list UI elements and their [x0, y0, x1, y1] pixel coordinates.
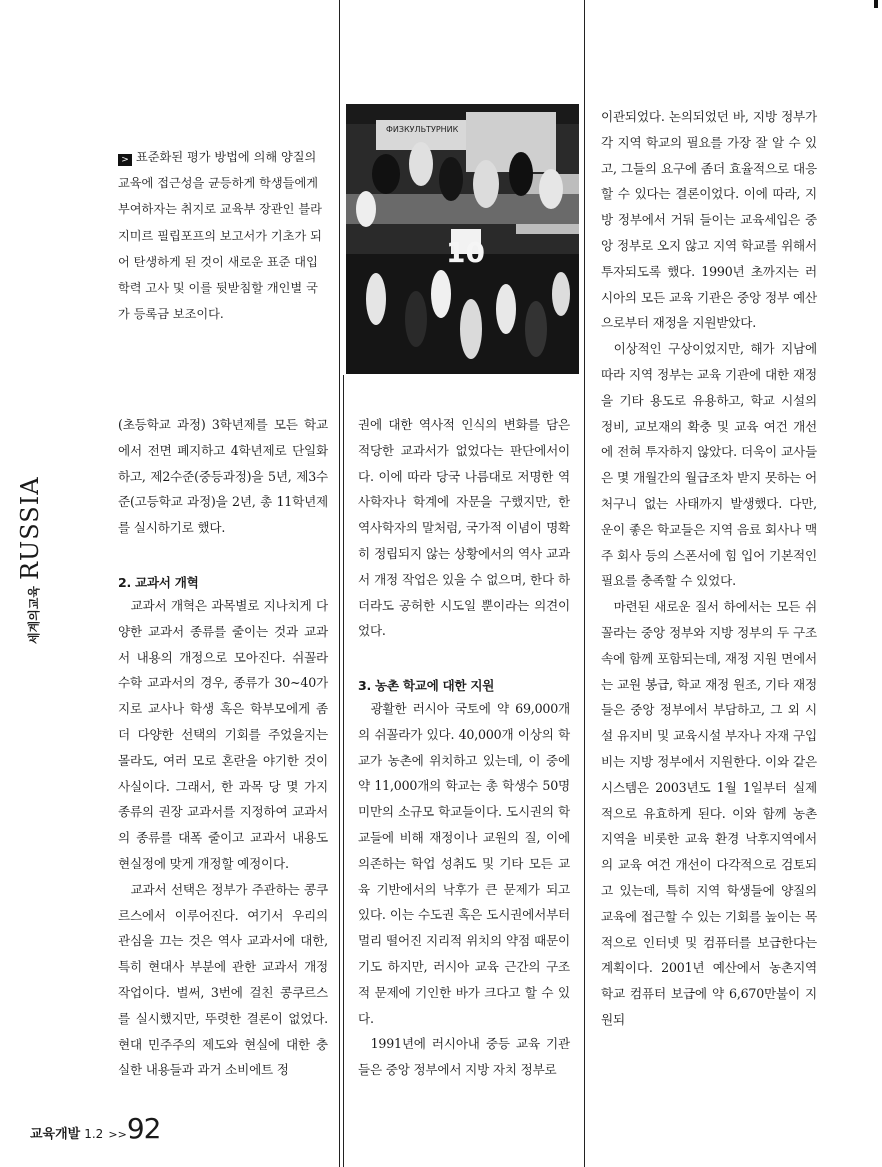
paragraph: 이관되었다. 논의되었던 바, 지방 정부가 각 지역 학교의 필요를 가장 잘 알 수 있고, 그들의 요구에 좀더 효율적으로 대응할 수 있다는 결론이었다. 이에 따라, 지방 정부에서 거둬 들이는 교육세입은 중앙 정부로 오지 않고 지역 학교를 위해서 투자되도록 했다. 1990년 초까지는 러시아의 모든 교육 기관은 중앙 정부 예산으로부터 재정을 지원받았다. — [601, 109, 817, 331]
page-footer — [30, 1112, 161, 1145]
column-2-top — [358, 412, 570, 644]
paragraph: 교과서 개혁은 과목별로 지나치게 다양한 교과서 종류를 줄이는 것과 교과서 내용의 개정으로 모아진다. 쉬꼴라 수학 교과서의 경우, 종류가 30~40가지로 교사나 학생 혹은 학부모에게 좀 더 다양한 선택의 기회를 주었을지는 몰라도, 여러 모로 혼란을 야기한 것이 사실이다. 그래서, 한 과목 당 몇 가지 종류의 권장 교과서를 지정하여 교과서의 종류를 대폭 줄이고 교과서 내용도 현실정에 맞게 개정할 예정이다. — [118, 598, 328, 871]
paragraph: 마련된 새로운 질서 하에서는 모든 쉬꼴라는 중앙 정부와 지방 정부의 두 구조 속에 함께 포함되는데, 재정 지원 면에서는 교원 봉급, 학교 재정 원조, 기타 재정들은 중앙 정부에서 부담하고, 그 외 시설 유지비 및 교육시설 부자나 자재 구입비는 지방 정부에서 지원한다. 이와 같은 시스템은 2003년도 1월 1일부터 실제적으로 유효하게 된다. 이와 함께 농촌 지역을 비롯한 교육 환경 낙후지역에서의 교육 여건 개선이 다각적으로 검토되고 있는데, 특히 지역 학생들에 양질의 교육에 접근할 수 있는 기회를 높이는 목적으로 인터넷 및 컴퓨터를 보급한다는 계획이다. 2001년 예산에서 농촌지역 학교 컴퓨터 보급에 약 6,670만불이 지원되 — [601, 599, 817, 1027]
paragraph: (초등학교 과정) 3학년제를 모든 학교에서 전면 폐지하고 4학년제로 단일화하고, 제2수준(중등과정)을 5년, 제3수준(고등학교 과정)을 2년, 총 11학년제를 실시하기로 했다. — [118, 417, 328, 536]
photo-sign-text: ФИЗКУЛЬТУРНИК — [386, 125, 459, 134]
pull-quote-text: 표준화된 평가 방법에 의해 양질의 교육에 접근성을 균등하게 학생들에게 부여하자는 취지로 교육부 장관인 블라지미르 필립포프의 보고서가 기초가 되어 탄생하게 된 것이 새로운 표준 대입학력 고사 및 이를 뒷받침할 개인별 국가 등록금 보조이다. — [118, 150, 322, 322]
arrow-mark: >> — [108, 1128, 127, 1141]
column-1-bottom — [118, 593, 328, 1083]
corner-mark — [874, 0, 878, 8]
column-1-top — [118, 412, 328, 541]
column-2-bottom — [358, 696, 570, 1083]
paragraph: 교과서 선택은 정부가 주관하는 콩쿠르스에서 이루어진다. 여기서 우리의 관심을 끄는 것은 역사 교과서에 대한, 특히 현대사 부분에 관한 교과서 개정 작업이다. 벌써, 3번에 걸친 콩쿠르스를 실시했지만, 뚜렷한 결론이 없었다. 현대 민주주의 제도와 현실에 대한 충실한 내용들과 과거 소비에트 정 — [118, 881, 328, 1078]
photo-dancers — [346, 104, 579, 374]
pull-quote-marker: > — [118, 154, 132, 166]
paragraph: 1991년에 러시아내 중등 교육 기관들은 중앙 정부에서 지방 자치 정부로 — [358, 1036, 570, 1078]
column-rule-right — [584, 0, 585, 1167]
paragraph: 광활한 러시아 국토에 약 69,000개의 쉬꼴라가 있다. 40,000개 이상의 학교가 농촌에 위치하고 있는데, 이 중에 약 11,000개의 학교는 총 학생수 50명 미만의 소규모 학교들이다. 도시권의 학교들에 비해 재정이나 교원의 질, 이에 의존하는 학업 성취도 및 기타 모든 교육 기반에서의 낙후가 큰 문제가 되고 있다. 이는 수도권 혹은 도시권에서부터 멀리 떨어진 지리적 위치의 약점 때문이기도 하지만, 러시아 교육 근간의 구조적 문제에 기인한 바가 크다고 할 수 있다. — [358, 701, 570, 1026]
magazine-name: 교육개발 — [30, 1127, 81, 1142]
column-rule-middle — [343, 375, 344, 1167]
column-3 — [601, 104, 817, 1033]
issue-number: 1.2 — [84, 1127, 104, 1141]
page-number: 92 — [126, 1112, 161, 1145]
column-rule-left — [339, 0, 340, 1167]
photo-number: 10 — [446, 236, 485, 269]
side-label-english: RUSSIA — [16, 476, 44, 581]
pull-quote — [118, 144, 328, 327]
side-label — [16, 476, 44, 644]
section-heading-rural: 3. 농촌 학교에 대한 지원 — [358, 678, 495, 693]
paragraph: 이상적인 구상이었지만, 해가 지남에 따라 지역 정부는 교육 기관에 대한 재정을 기타 용도로 유용하고, 학교 시설의 정비, 교보재의 확충 및 교육 여건 개선에 전혀 투자하지 않았다. 더욱이 교사들은 몇 개월간의 월급조차 받지 못하는 어처구니 없는 사태까지 발생했다. 다만, 운이 좋은 학교들은 지역 음료 회사나 맥주 회사 등의 스폰서에 힘 입어 기본적인 필요를 충족할 수 있었다. — [601, 341, 817, 589]
paragraph: 권에 대한 역사적 인식의 변화를 담은 적당한 교과서가 없었다는 판단에서이다. 이에 따라 당국 나름대로 저명한 역사학자나 학계에 자문을 구했지만, 한 역사학자의 말처럼, 국가적 이념이 명확히 정립되지 않는 상황에서의 역사 교과서 개정 작업은 있을 수 없으며, 한다 하더라도 공허한 시도일 뿐이라는 의견이었다. — [358, 417, 570, 639]
photo-image — [346, 104, 579, 374]
section-heading-textbook: 2. 교과서 개혁 — [118, 575, 199, 590]
side-label-korean: 세계의교육 — [27, 586, 41, 644]
